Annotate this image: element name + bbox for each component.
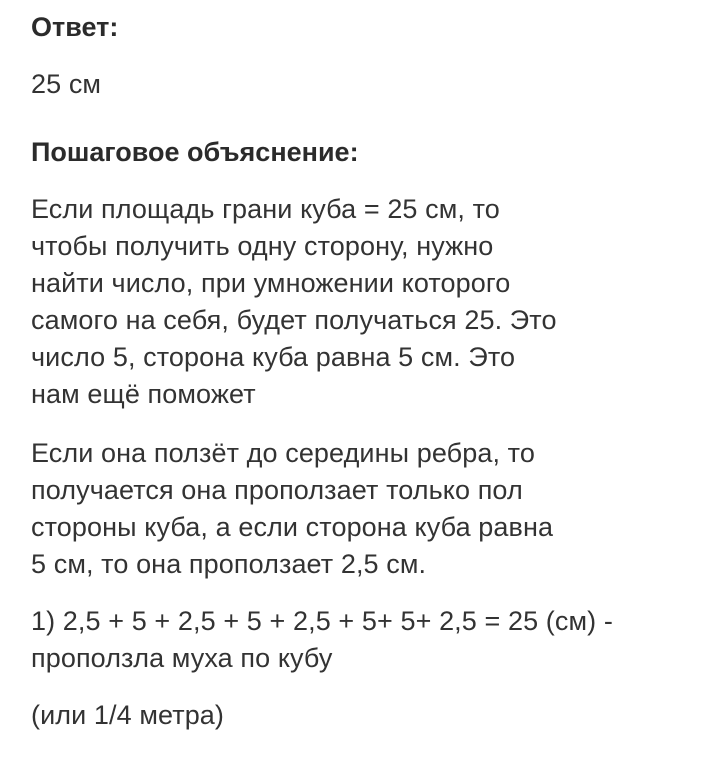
paragraph-line: получается она проползает только пол — [31, 475, 523, 505]
paragraph-line: нам ещё поможет — [31, 379, 256, 409]
calculation-line: 1) 2,5 + 5 + 2,5 + 5 + 2,5 + 5+ 5+ 2,5 = 25 (см) - — [31, 606, 613, 636]
paragraph-line: стороны куба, а если сторона куба равна — [31, 512, 554, 542]
paragraph-line: найти число, при умножении которого — [31, 268, 511, 298]
paragraph-line: чтобы получить одну сторону, нужно — [31, 231, 494, 261]
paragraph-line: самого на себя, будет получаться 25. Это — [31, 305, 557, 335]
explanation-heading: Пошаговое объяснение: — [31, 137, 359, 167]
answer-value: 25 см — [31, 69, 102, 99]
paragraph-line: Если площадь грани куба = 25 см, то — [31, 194, 500, 224]
paragraph-line: число 5, сторона куба равна 5 см. Это — [31, 342, 516, 372]
note-line: (или 1/4 метра) — [31, 700, 225, 730]
paragraph-line: 5 см, то она проползает 2,5 см. — [31, 549, 427, 579]
calculation-line: проползла муха по кубу — [31, 643, 333, 673]
answer-heading: Ответ: — [31, 12, 119, 42]
paragraph-line: Если она ползёт до середины ребра, то — [31, 438, 535, 468]
